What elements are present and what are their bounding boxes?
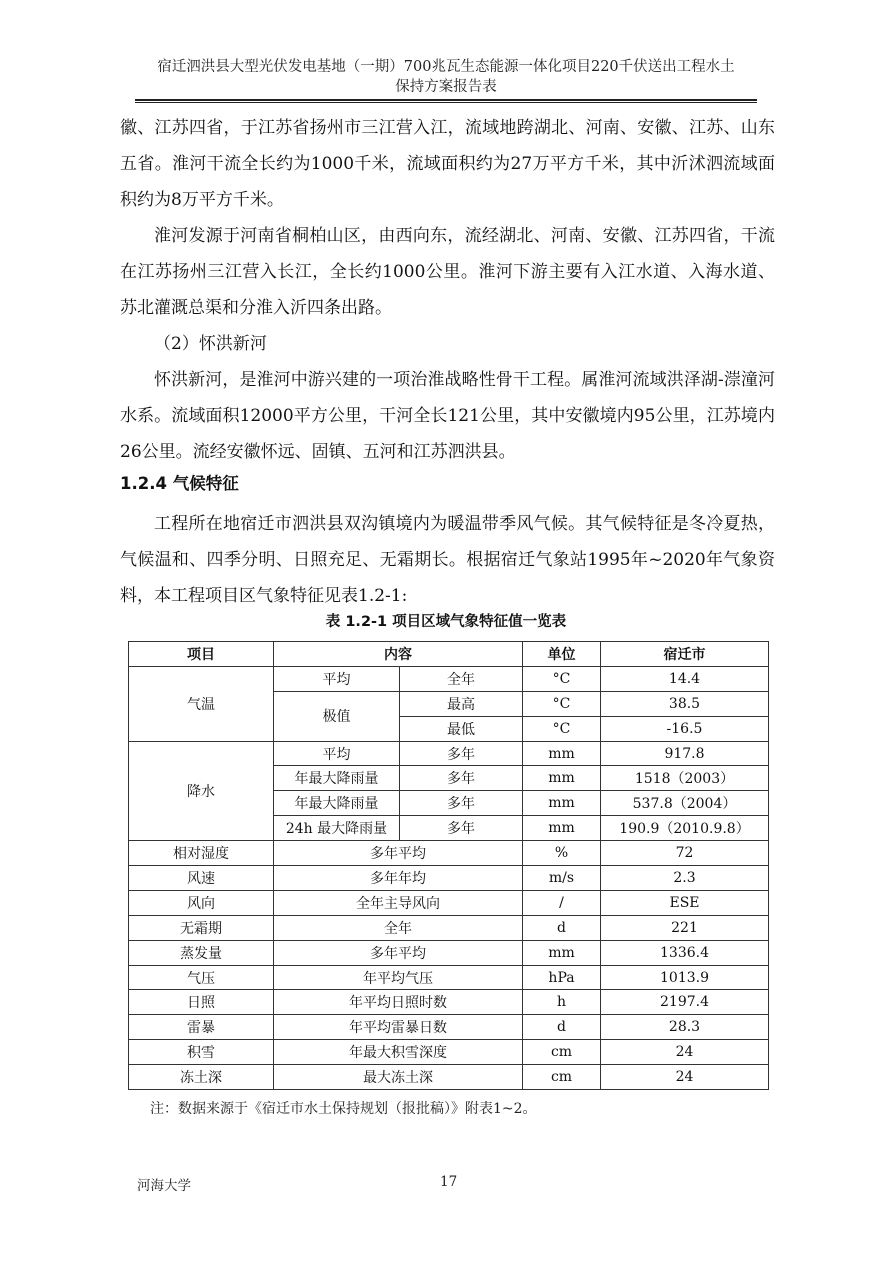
row-value: 221	[601, 915, 769, 940]
temp-unit: °C	[523, 691, 601, 716]
row-unit: cm	[523, 1065, 601, 1090]
precip-c1: 年最大降雨量	[274, 766, 400, 791]
header-divider	[135, 99, 757, 101]
precip-unit: mm	[523, 766, 601, 791]
temp-extreme-label: 极值	[274, 691, 400, 741]
row-content: 全年	[274, 915, 523, 940]
row-content: 全年主导风向	[274, 890, 523, 915]
row-content: 多年平均	[274, 841, 523, 866]
temp-max-value: 38.5	[601, 691, 769, 716]
row-unit: d	[523, 915, 601, 940]
row-value: 1013.9	[601, 965, 769, 990]
footer-institution: 河海大学	[137, 1178, 191, 1194]
header-title-line2: 保持方案报告表	[395, 79, 497, 95]
row-unit: d	[523, 1015, 601, 1040]
table-row	[129, 1065, 769, 1090]
header-item: 项目	[129, 642, 274, 667]
row-item: 风速	[129, 866, 274, 891]
row-unit: h	[523, 990, 601, 1015]
climate-text	[120, 506, 775, 614]
precip-c2: 多年	[400, 741, 523, 766]
row-unit: %	[523, 841, 601, 866]
subheading-huaihong-river: （2）怀洪新河	[154, 334, 267, 354]
row-item: 积雪	[129, 1040, 274, 1065]
page-header	[135, 57, 757, 97]
temp-label: 气温	[129, 666, 274, 741]
table-row	[129, 940, 769, 965]
row-unit: hPa	[523, 965, 601, 990]
table-row	[129, 666, 769, 691]
header-content: 内容	[274, 642, 523, 667]
header-divider-thin	[135, 102, 757, 103]
precip-value: 917.8	[601, 741, 769, 766]
table-row	[129, 741, 769, 766]
paragraph-climate: 工程所在地宿迁市泗洪县双沟镇境内为暖温带季风气候。其气候特征是冬冷夏热，气候温和、四季分明、日照充足、无霜期长。根据宿迁气象站1995年~2020年气象资料，本工程项目区气象特征见表1.2-1:	[120, 514, 775, 606]
precip-value: 537.8（2004）	[601, 791, 769, 816]
section-title: 1.2.4 气候特征	[120, 474, 239, 493]
row-unit: mm	[523, 940, 601, 965]
row-item: 气压	[129, 965, 274, 990]
temp-avg-label: 平均	[274, 666, 400, 691]
row-item: 相对湿度	[129, 841, 274, 866]
paragraph-huaihe-source: 淮河发源于河南省桐柏山区，由西向东，流经湖北、河南、安徽、江苏四省，干流在江苏扬州三江营入长江，全长约1000公里。淮河下游主要有入江水道、入海水道、苏北灌溉总渠和分淮入沂四条出路。	[120, 226, 775, 318]
table-caption: 表 1.2-1 项目区域气象特征值一览表	[325, 614, 567, 630]
temp-min-value: -16.5	[601, 716, 769, 741]
header-city: 宿迁市	[601, 642, 769, 667]
row-unit: cm	[523, 1040, 601, 1065]
paragraph-huaihong-river: 怀洪新河，是淮河中游兴建的一项治淮战略性骨干工程。属淮河流域洪泽湖-漴潼河水系。流域面积12000平方公里，干河全长121公里，其中安徽境内95公里，江苏境内26公里。流经安徽怀远、固镇、五河和江苏泗洪县。	[120, 370, 775, 462]
row-value: 24	[601, 1040, 769, 1065]
row-item: 无霜期	[129, 915, 274, 940]
row-value: 2.3	[601, 866, 769, 891]
row-unit: /	[523, 890, 601, 915]
row-item: 风向	[129, 890, 274, 915]
temp-min-label: 最低	[400, 716, 523, 741]
precip-unit: mm	[523, 741, 601, 766]
row-content: 年平均雷暴日数	[274, 1015, 523, 1040]
precip-label: 降水	[129, 741, 274, 841]
precip-value: 1518（2003）	[601, 766, 769, 791]
table-header-row	[129, 642, 769, 667]
table-row	[129, 965, 769, 990]
row-content: 年平均日照时数	[274, 990, 523, 1015]
row-content: 年最大积雪深度	[274, 1040, 523, 1065]
page-number: 17	[440, 1174, 458, 1190]
row-value: ESE	[601, 890, 769, 915]
temp-unit: °C	[523, 716, 601, 741]
precip-c2: 多年	[400, 816, 523, 841]
row-content: 多年年均	[274, 866, 523, 891]
header-unit: 单位	[523, 642, 601, 667]
climate-table	[128, 641, 769, 1090]
row-content: 多年平均	[274, 940, 523, 965]
precip-c1: 年最大降雨量	[274, 791, 400, 816]
row-item: 蒸发量	[129, 940, 274, 965]
table-row	[129, 1040, 769, 1065]
temp-unit: °C	[523, 666, 601, 691]
precip-value: 190.9（2010.9.8）	[601, 816, 769, 841]
precip-unit: mm	[523, 816, 601, 841]
table-note: 注：数据来源于《宿迁市水土保持规划（报批稿）》附表1~2。	[150, 1101, 537, 1117]
row-item: 冻土深	[129, 1065, 274, 1090]
body-text	[120, 110, 775, 470]
row-content: 年平均气压	[274, 965, 523, 990]
table-row	[129, 866, 769, 891]
precip-c1: 24h 最大降雨量	[274, 816, 400, 841]
temp-max-label: 最高	[400, 691, 523, 716]
row-content: 最大冻土深	[274, 1065, 523, 1090]
header-title-line1: 宿迁泗洪县大型光伏发电基地（一期）700兆瓦生态能源一体化项目220千伏送出工程水土	[157, 59, 735, 75]
row-value: 2197.4	[601, 990, 769, 1015]
row-unit: m/s	[523, 866, 601, 891]
row-value: 1336.4	[601, 940, 769, 965]
table-row	[129, 890, 769, 915]
row-value: 28.3	[601, 1015, 769, 1040]
row-value: 24	[601, 1065, 769, 1090]
row-item: 日照	[129, 990, 274, 1015]
precip-c2: 多年	[400, 766, 523, 791]
temp-avg-value: 14.4	[601, 666, 769, 691]
table-row	[129, 1015, 769, 1040]
row-item: 雷暴	[129, 1015, 274, 1040]
paragraph-huaihe-basin: 徽、江苏四省，于江苏省扬州市三江营入江，流域地跨湖北、河南、安徽、江苏、山东五省。淮河干流全长约为1000千米，流域面积约为27万平方千米，其中沂沭泗流域面积约为8万平方千米。	[120, 118, 775, 210]
table-row	[129, 915, 769, 940]
table-row	[129, 841, 769, 866]
table-row	[129, 990, 769, 1015]
temp-annual-label: 全年	[400, 666, 523, 691]
precip-unit: mm	[523, 791, 601, 816]
precip-c1: 平均	[274, 741, 400, 766]
precip-c2: 多年	[400, 791, 523, 816]
row-value: 72	[601, 841, 769, 866]
